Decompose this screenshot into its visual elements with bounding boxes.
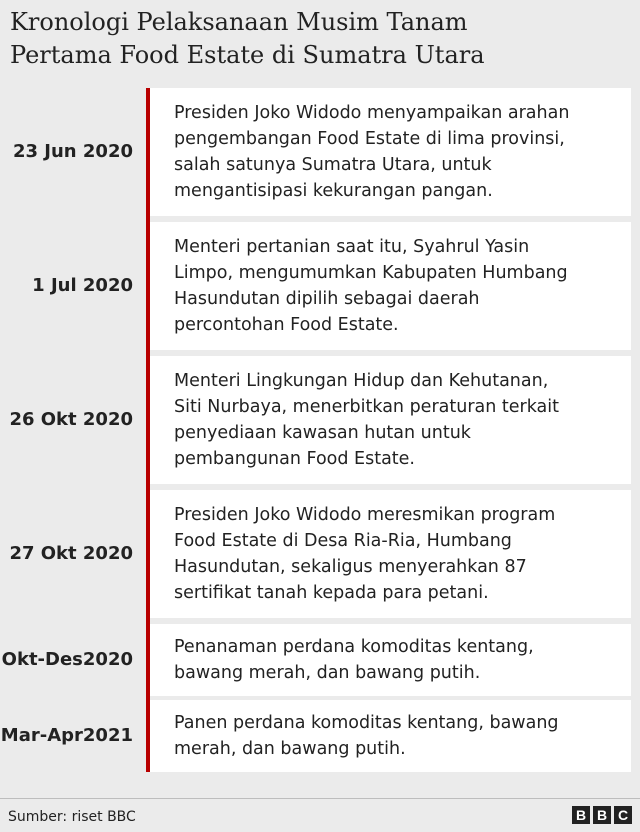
event-description-line: pengembangan Food Estate di lima provinsi,	[174, 129, 565, 149]
event-description	[174, 710, 559, 762]
event-description	[174, 100, 569, 204]
event-date-line: 2020	[82, 649, 133, 670]
event-description-line: Limpo, mengumumkan Kabupaten Humbang	[174, 263, 568, 283]
event-description-line: Menteri pertanian saat itu, Syahrul Yasin	[174, 237, 530, 257]
bbc-logo	[572, 806, 632, 824]
timeline	[0, 88, 640, 772]
event-description-line: Food Estate di Desa Ria-Ria, Humbang	[174, 531, 512, 551]
event-date-line: Okt-Des	[1, 649, 83, 670]
event-description-line: merah, dan bawang putih.	[174, 739, 406, 759]
event-date-line: Mar-Apr	[0, 725, 83, 746]
chart-title-line: Kronologi Pelaksanaan Musim Tanam	[10, 8, 468, 36]
timeline-event	[0, 88, 640, 216]
event-description	[174, 634, 534, 686]
chart-title	[10, 6, 630, 72]
event-card	[150, 356, 631, 484]
event-description-line: penyediaan kawasan hutan untuk	[174, 423, 471, 443]
event-date-line: 1 Jul 2020	[32, 275, 133, 296]
event-description-line: Presiden Joko Widodo meresmikan program	[174, 505, 556, 525]
event-description	[174, 234, 568, 338]
event-description-line: pembangunan Food Estate.	[174, 449, 415, 469]
event-date-line: 2021	[82, 725, 133, 746]
event-date	[0, 222, 133, 350]
event-description-line: Presiden Joko Widodo menyampaikan arahan	[174, 103, 570, 123]
event-date	[0, 88, 133, 216]
event-description	[174, 502, 555, 606]
timeline-event	[0, 222, 640, 350]
event-description-line: Penanaman perdana komoditas kentang,	[174, 637, 534, 657]
event-description-line: Menteri Lingkungan Hidup dan Kehutanan,	[174, 371, 549, 391]
event-description-line: salah satunya Sumatra Utara, untuk	[174, 155, 492, 175]
timeline-event	[0, 700, 640, 772]
event-card	[150, 624, 631, 696]
event-description	[174, 368, 559, 472]
event-date-line: 23 Jun 2020	[12, 141, 133, 162]
timeline-line	[146, 88, 150, 772]
event-date	[0, 624, 133, 696]
event-date	[0, 490, 133, 618]
timeline-event	[0, 624, 640, 696]
bbc-logo-letter: B	[593, 806, 611, 824]
chart-title-line: Pertama Food Estate di Sumatra Utara	[10, 41, 485, 69]
event-description-line: mengantisipasi kekurangan pangan.	[174, 181, 493, 201]
event-description-line: bawang merah, dan bawang putih.	[174, 663, 481, 683]
event-date-line: 26 Okt 2020	[9, 409, 133, 430]
bbc-logo-letter: C	[614, 806, 632, 824]
event-description-line: percontohan Food Estate.	[174, 315, 399, 335]
event-description-line: sertifikat tanah kepada para petani.	[174, 583, 489, 603]
event-date-line: 27 Okt 2020	[9, 543, 133, 564]
event-date	[0, 356, 133, 484]
event-date	[0, 700, 133, 772]
event-description-line: Panen perdana komoditas kentang, bawang	[174, 713, 559, 733]
bbc-logo-letter: B	[572, 806, 590, 824]
timeline-event	[0, 356, 640, 484]
source-note: Sumber: riset BBC	[8, 809, 136, 825]
event-description-line: Siti Nurbaya, menerbitkan peraturan terkait	[174, 397, 559, 417]
event-card	[150, 88, 631, 216]
event-card	[150, 222, 631, 350]
timeline-event	[0, 490, 640, 618]
footer-divider	[0, 798, 640, 799]
event-card	[150, 700, 631, 772]
event-description-line: Hasundutan dipilih sebagai daerah	[174, 289, 480, 309]
event-description-line: Hasundutan, sekaligus menyerahkan 87	[174, 557, 527, 577]
event-card	[150, 490, 631, 618]
